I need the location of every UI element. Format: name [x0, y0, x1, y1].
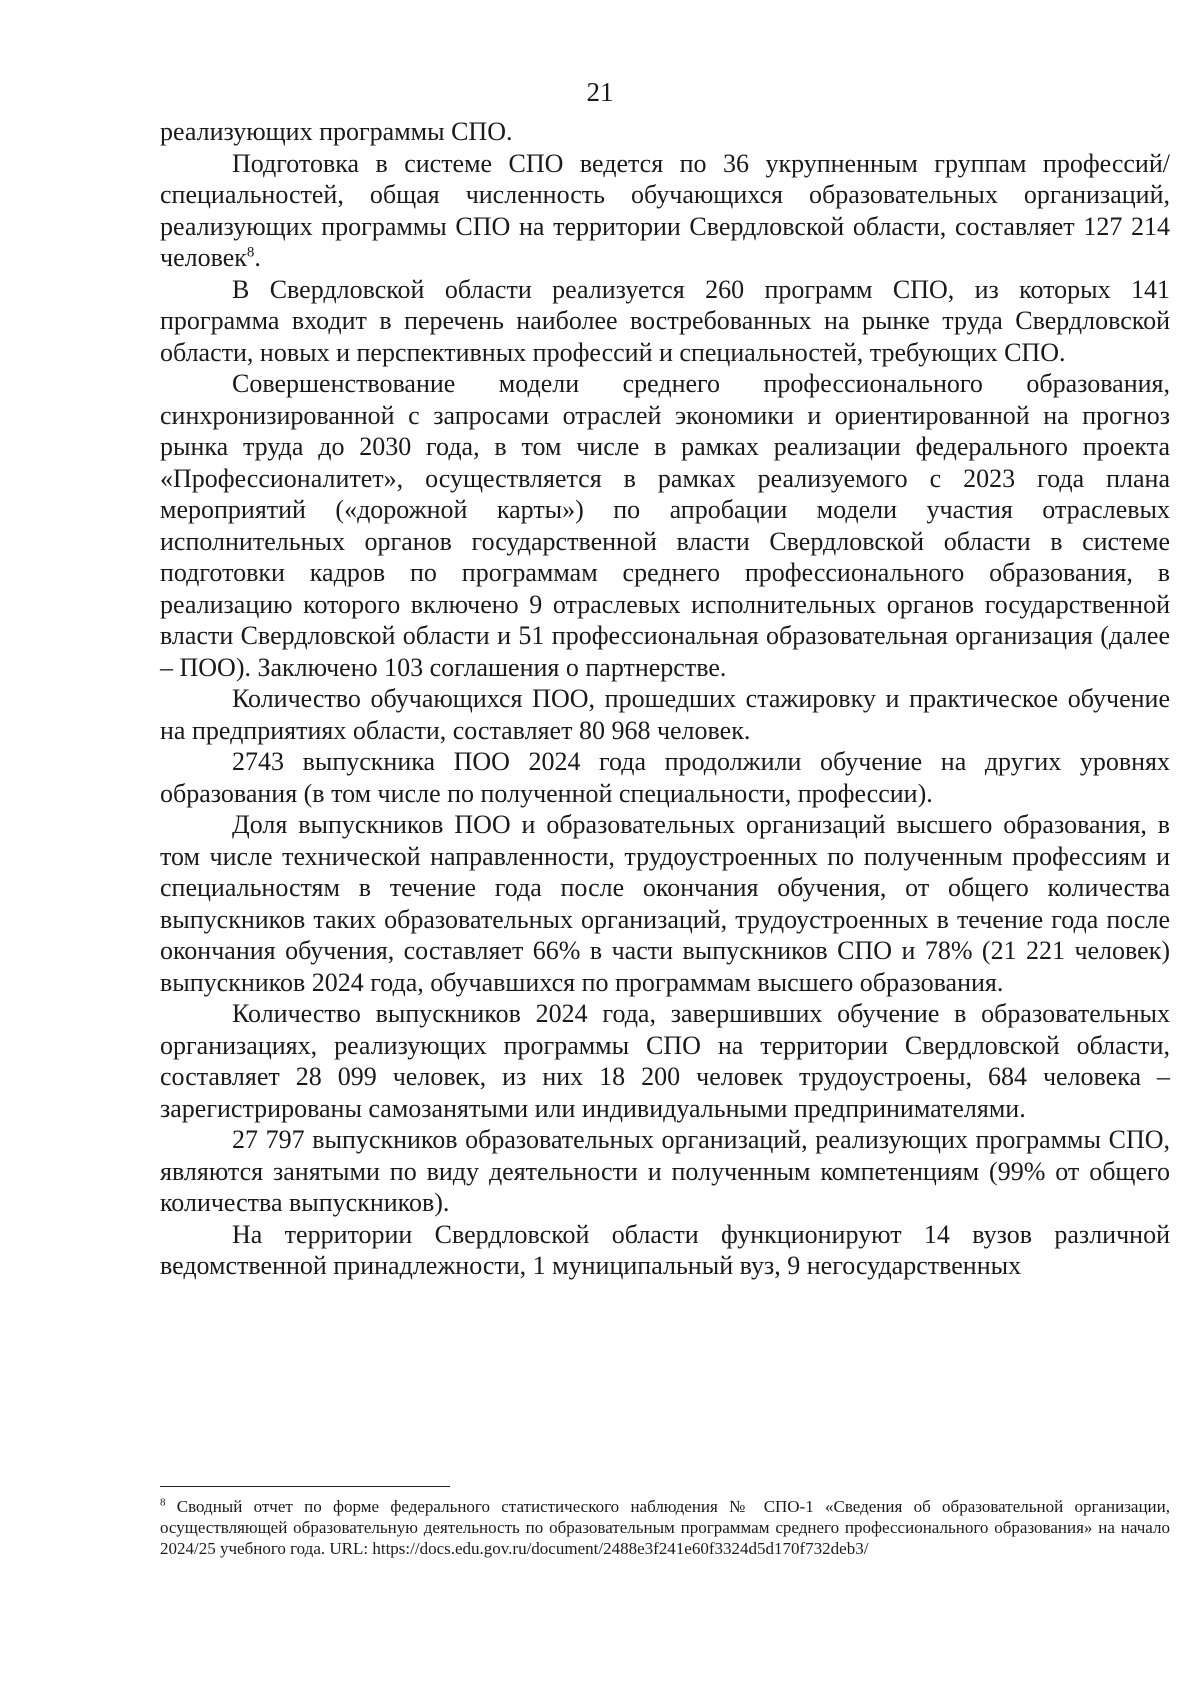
paragraph-2-text: Подготовка в системе СПО ведется по 36 укрупненным группам профессий/специальностей, общая численность обучающихся образовательных организаций, реализующих программы СПО на территории Свердловской области, составляет 127 214 человек — [160, 148, 1170, 272]
paragraph-5: Количество обучающихся ПОО, прошедших стажировку и практическое обучение на предприятиях области, составляет 80 968 человек. — [160, 684, 1170, 745]
footnote-text: Сводный отчет по форме федерального статистического наблюдения № СПО-1 «Сведения об образовательной организации, осуществляющей образовательную деятельность по образовательным программам среднего профессионального образования» на начало 2024/25 учебного года. URL: https://docs.edu.gov.ru/document/2488e3f241e60f3324d5d170f732deb3/ — [160, 1497, 1170, 1558]
paragraph-2 — [160, 148, 1170, 274]
paragraph-9: 27 797 выпускников образовательных организаций, реализующих программы СПО, являются занятыми по виду деятельности и полученным компетенциям (99% от общего количества выпускников). — [160, 1125, 1170, 1217]
paragraph-8: Количество выпускников 2024 года, завершивших обучение в образовательных организациях, реализующих программы СПО на территории Свердловской области, составляет 28 099 человек, из них 18 200 человек трудоустроены, 684 человека – зарегистрированы самозанятыми или индивидуальными предпринимателями. — [160, 999, 1170, 1123]
footnote-mark: 8 — [160, 1496, 166, 1509]
paragraph-2-end: . — [254, 243, 261, 272]
footnote-reference: 8 — [246, 244, 255, 261]
paragraph-7: Доля выпускников ПОО и образовательных организаций высшего образования, в том числе технической направленности, трудоустроенных по полученным профессиям и специальностям в течение года после окончания обучения, от общего количества выпускников таких образовательных организаций, трудоустроенных в течение года после окончания обучения, составляет 66% в части выпускников СПО и 78% (21 221 человек) выпускников 2024 года, обучавшихся по программам высшего образования. — [160, 810, 1170, 997]
page-number: 21 — [586, 77, 614, 107]
paragraph-1: реализующих программы СПО. — [160, 117, 513, 146]
paragraph-10: На территории Свердловской области функционируют 14 вузов различной ведомственной принадлежности, 1 муниципальный вуз, 9 негосударственных — [160, 1219, 1170, 1280]
paragraph-6: 2743 выпускника ПОО 2024 года продолжили обучение на других уровнях образования (в том числе по полученной специальности, профессии). — [160, 747, 1170, 808]
paragraph-4: Совершенствование модели среднего профессионального образования, синхронизированной с запросами отраслей экономики и ориентированной на прогноз рынка труда до 2030 года, в том числе в рамках реализации федерального проекта «Профессионалитет», осуществляется в рамках реализуемого с 2023 года плана мероприятий («дорожной карты») по апробации модели участия отраслевых исполнительных органов государственной власти Свердловской области в системе подготовки кадров по программам среднего профессионального образования, в реализацию которого включено 9 отраслевых исполнительных органов государственной власти Свердловской области и 51 профессиональная образовательная организация (далее – ПОО). Заключено 103 соглашения о партнерстве. — [160, 369, 1170, 682]
paragraph-3: В Свердловской области реализуется 260 программ СПО, из которых 141 программа входит в перечень наиболее востребованных на рынке труда Свердловской области, новых и перспективных профессий и специальностей, требующих СПО. — [160, 274, 1170, 367]
footnote — [160, 1496, 1170, 1559]
body-text — [160, 116, 1170, 1282]
footnote-separator — [160, 1486, 450, 1487]
